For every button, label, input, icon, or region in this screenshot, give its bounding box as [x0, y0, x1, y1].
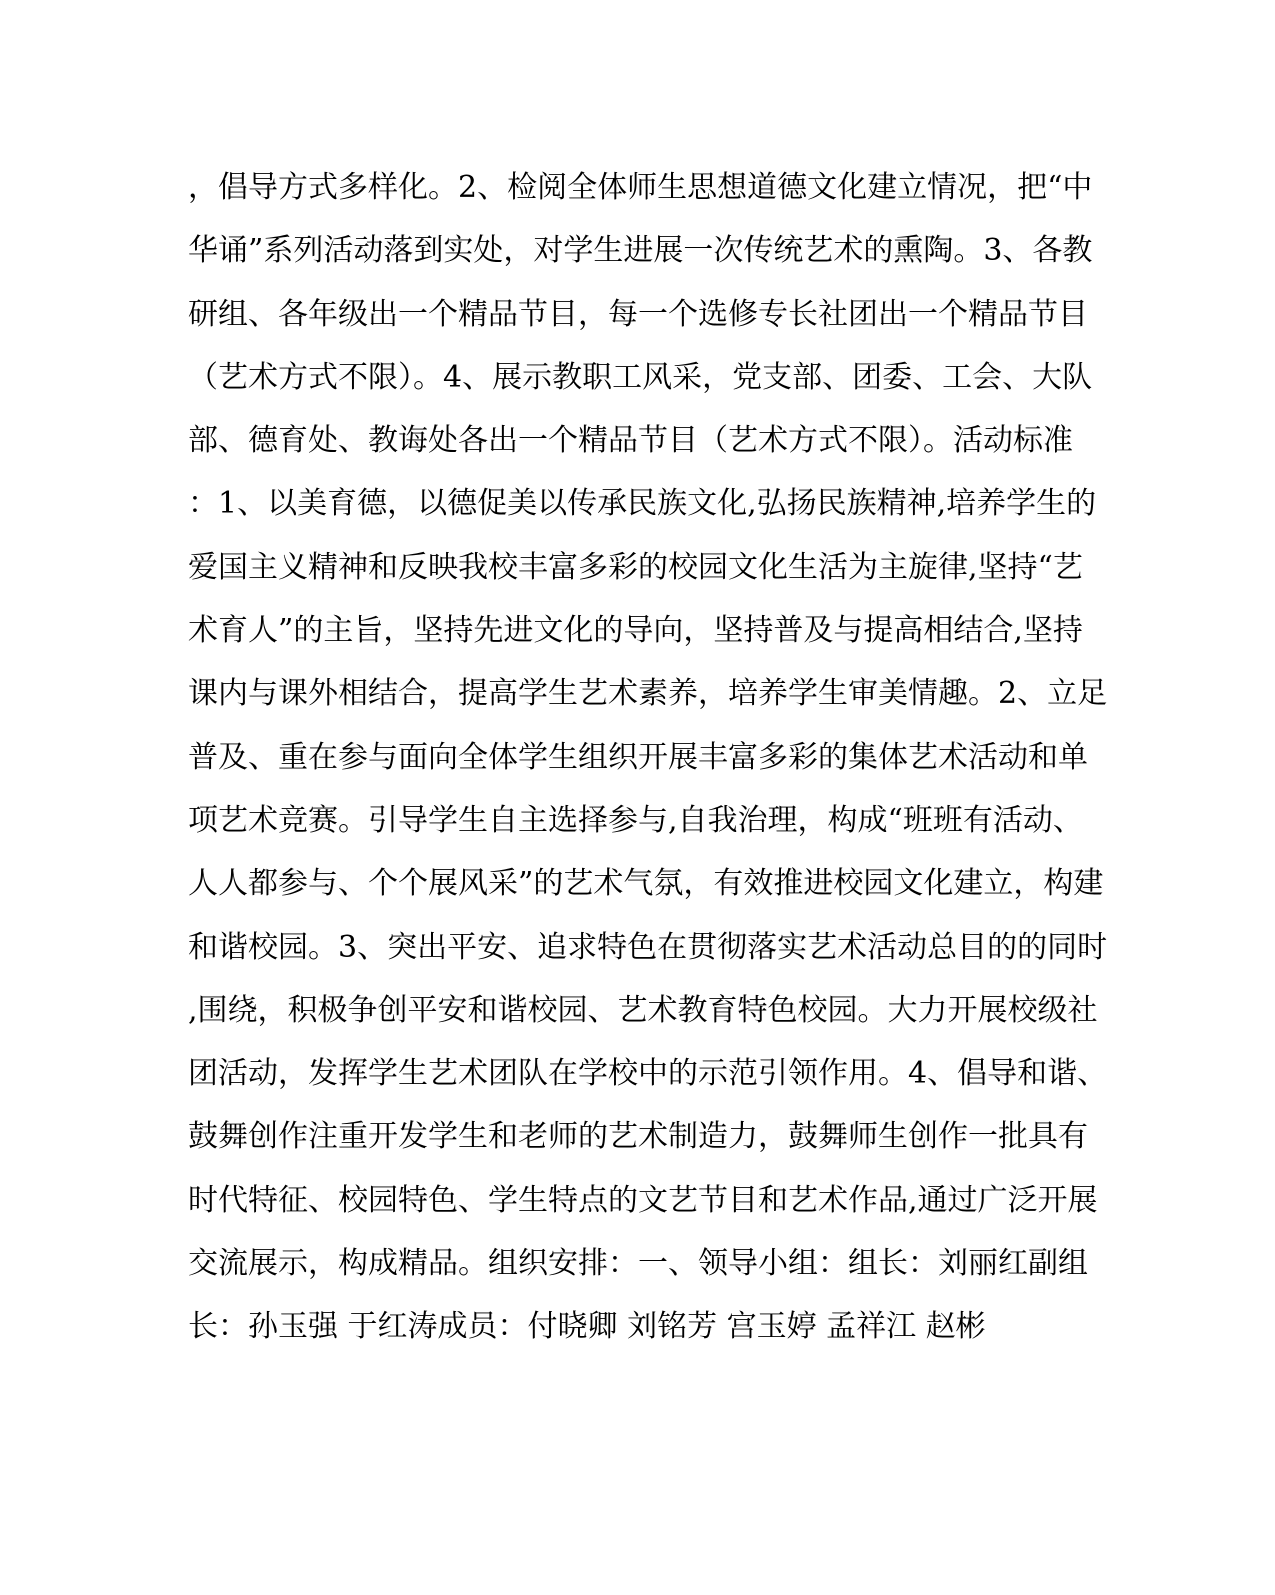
text-line: ,围绕，积极争创平安和谐校园、艺术教育特色校园。大力开展校级社: [188, 992, 1098, 1028]
text-line: 项艺术竞赛。引导学生自主选择参与,自我治理，构成“班班有活动、: [188, 802, 1083, 838]
text-line: 人人都参与、个个展风采”的艺术气氛，有效推进校园文化建立，构建: [188, 866, 1104, 902]
text-line: 研组、各年级出一个精品节目，每一个选修专长社团出一个精品节目: [188, 296, 1088, 332]
text-line: ，倡导方式多样化。2、检阅全体师生思想道德文化建立情况，把“中: [188, 170, 1093, 205]
body-text: [188, 163, 1108, 1366]
text-line: 普及、重在参与面向全体学生组织开展丰富多彩的集体艺术活动和单: [188, 739, 1088, 775]
text-line: 交流展示，构成精品。组织安排：一、领导小组：组长：刘丽红副组: [188, 1246, 1088, 1282]
text-line: 课内与课外相结合，提高学生艺术素养，培养学生审美情趣。2、立足: [188, 676, 1108, 712]
text-line: 术育人”的主旨，坚持先进文化的导向，坚持普及与提高相结合,坚持: [188, 613, 1083, 649]
text-line: 长：孙玉强 于红涛成员：付晓卿 刘铭芳 宫玉婷 孟祥江 赵彬: [188, 1309, 986, 1345]
text-line: 团活动，发挥学生艺术团队在学校中的示范引领作用。4、倡导和谐、: [188, 1056, 1108, 1092]
text-line: 时代特征、校园特色、学生特点的文艺节目和艺术作品,通过广泛开展: [188, 1182, 1098, 1218]
text-line: 华诵”系列活动落到实处，对学生进展一次传统艺术的熏陶。3、各教: [188, 233, 1093, 269]
text-line: 鼓舞创作注重开发学生和老师的艺术制造力，鼓舞师生创作一批具有: [188, 1119, 1088, 1155]
text-line: （艺术方式不限）。4、展示教职工风采，党支部、团委、工会、大队: [188, 359, 1093, 395]
text-line: 部、德育处、教诲处各出一个精品节目（艺术方式不限）。活动标准: [188, 423, 1073, 459]
text-line: 爱国主义精神和反映我校丰富多彩的校园文化生活为主旋律,坚持“艺: [188, 549, 1083, 585]
text-line: ：1、以美育德，以德促美以传承民族文化,弘扬民族精神,培养学生的: [188, 486, 1097, 522]
text-line: 和谐校园。3、突出平安、追求特色在贯彻落实艺术活动总目的的同时: [188, 929, 1108, 965]
